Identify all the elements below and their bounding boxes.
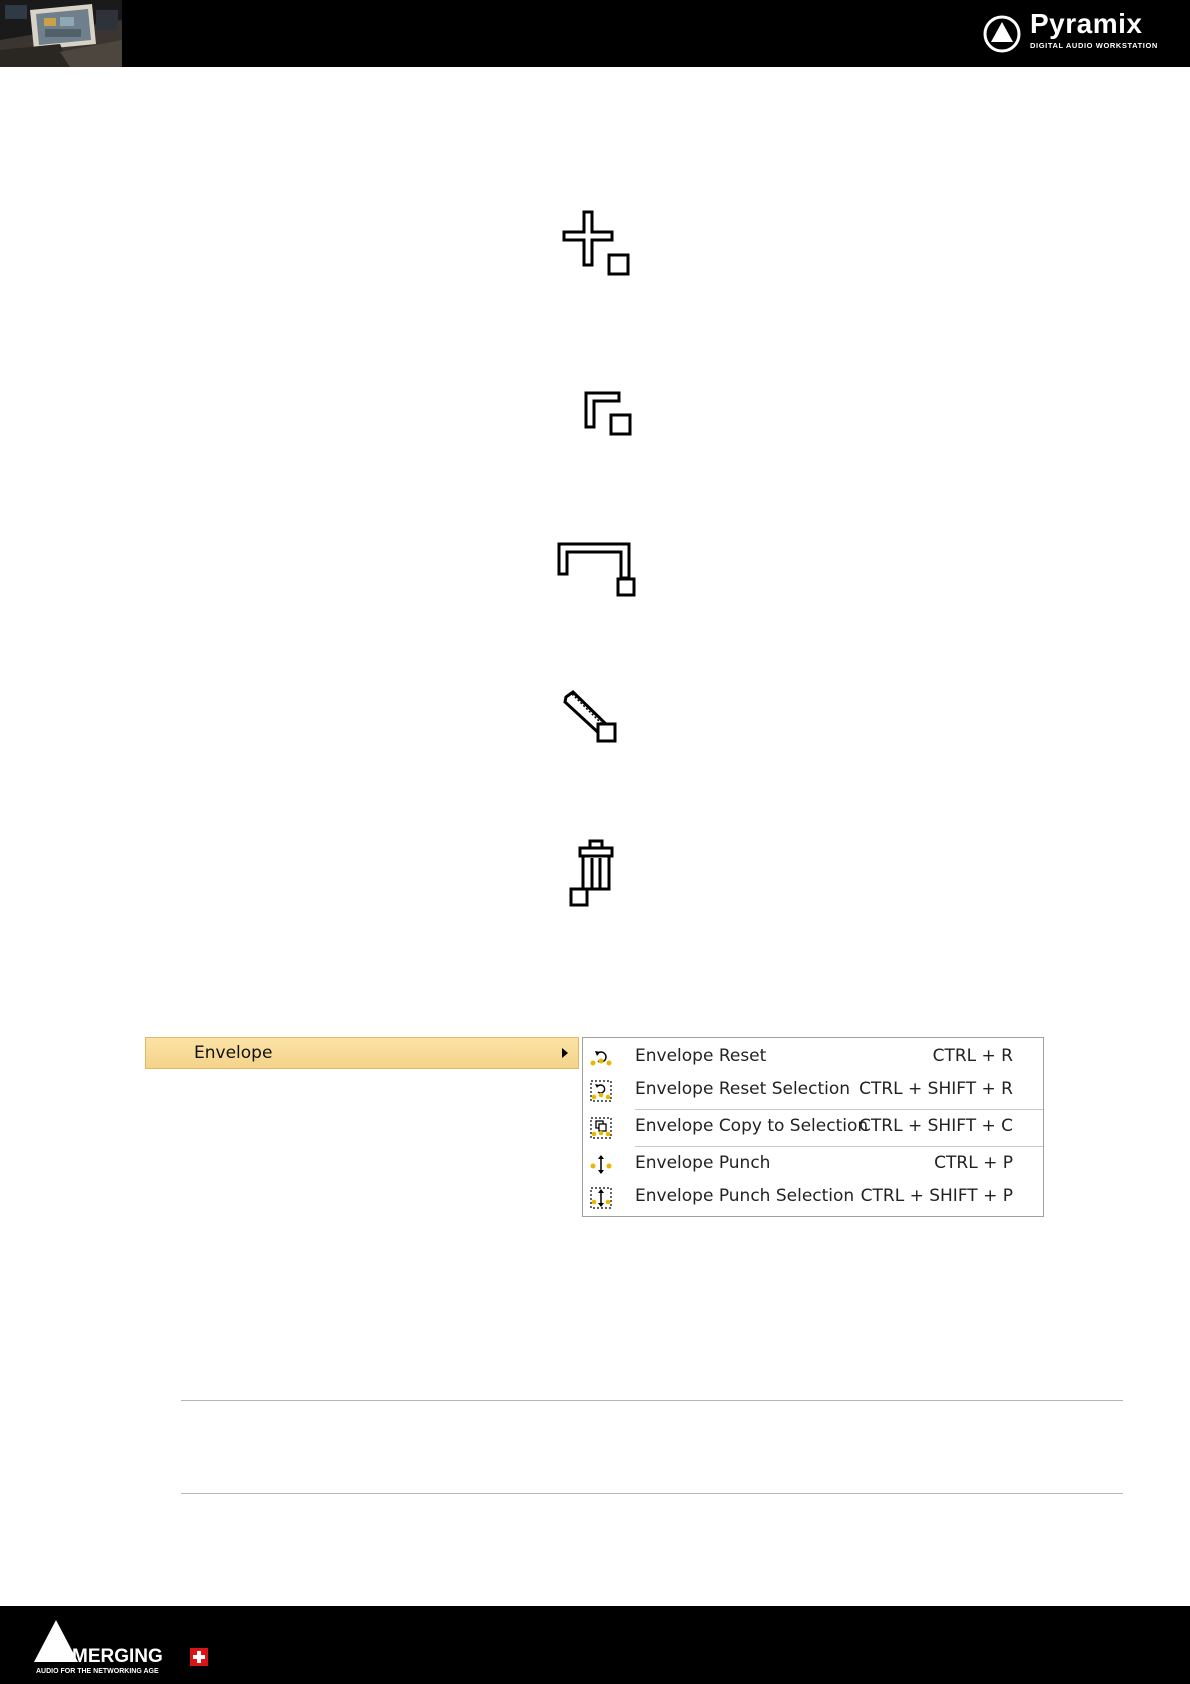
brand-subtitle: DIGITAL AUDIO WORKSTATION [1030,41,1158,50]
pyramix-logo-mark-icon [982,14,1022,54]
divider-rule [181,1493,1123,1494]
menu-separator [635,1109,1043,1110]
menu-item-label: Envelope Copy to Selection [635,1116,869,1136]
brand-name: Pyramix [1030,8,1143,39]
menu-item-label: Envelope Punch Selection [635,1186,855,1206]
header-photo [0,0,122,67]
envelope-reset-icon [589,1046,613,1070]
menu-item-envelope-reset[interactable] [583,1043,1043,1073]
envelope-reset-selection-icon [589,1079,613,1103]
menu-item-shortcut: CTRL + R [932,1046,1013,1066]
merging-brand-name: MERGING [72,1646,163,1667]
envelope-punch-icon [589,1153,613,1177]
menu-item-shortcut: CTRL + P [934,1153,1013,1173]
bracket-cursor-icon [556,541,638,599]
envelope-copy-selection-icon [589,1116,613,1140]
envelope-submenu [582,1037,1044,1217]
envelope-punch-selection-icon [589,1186,613,1210]
page-footer [0,1606,1190,1684]
menu-item-envelope-punch-selection[interactable] [583,1183,1043,1213]
menu-item-envelope-copy-to-selection[interactable] [583,1113,1043,1143]
menu-item-label: Envelope Reset Selection [635,1079,851,1099]
corner-cursor-icon [583,390,633,438]
merging-tagline: AUDIO FOR THE NETWORKING AGE [36,1668,159,1675]
menu-item-envelope-label: Envelope [194,1043,273,1063]
trash-cursor-icon [568,838,622,908]
divider-rule [181,1400,1123,1401]
menu-item-envelope[interactable] [145,1037,579,1069]
submenu-arrow-icon [562,1048,568,1058]
merging-logo [34,1620,224,1678]
menu-item-label: Envelope Punch [635,1153,771,1173]
menu-item-envelope-reset-selection[interactable] [583,1076,1043,1106]
menu-item-shortcut: CTRL + SHIFT + R [859,1079,1013,1099]
page-header [0,0,1190,67]
pyramix-logo [982,8,1172,56]
menu-item-shortcut: CTRL + SHIFT + C [859,1116,1013,1136]
menu-item-envelope-punch[interactable] [583,1150,1043,1180]
pencil-cursor-icon [562,690,620,746]
menu-item-shortcut: CTRL + SHIFT + P [860,1186,1013,1206]
add-point-cursor-icon [562,210,632,278]
menu-separator [635,1146,1043,1147]
menu-item-label: Envelope Reset [635,1046,767,1066]
